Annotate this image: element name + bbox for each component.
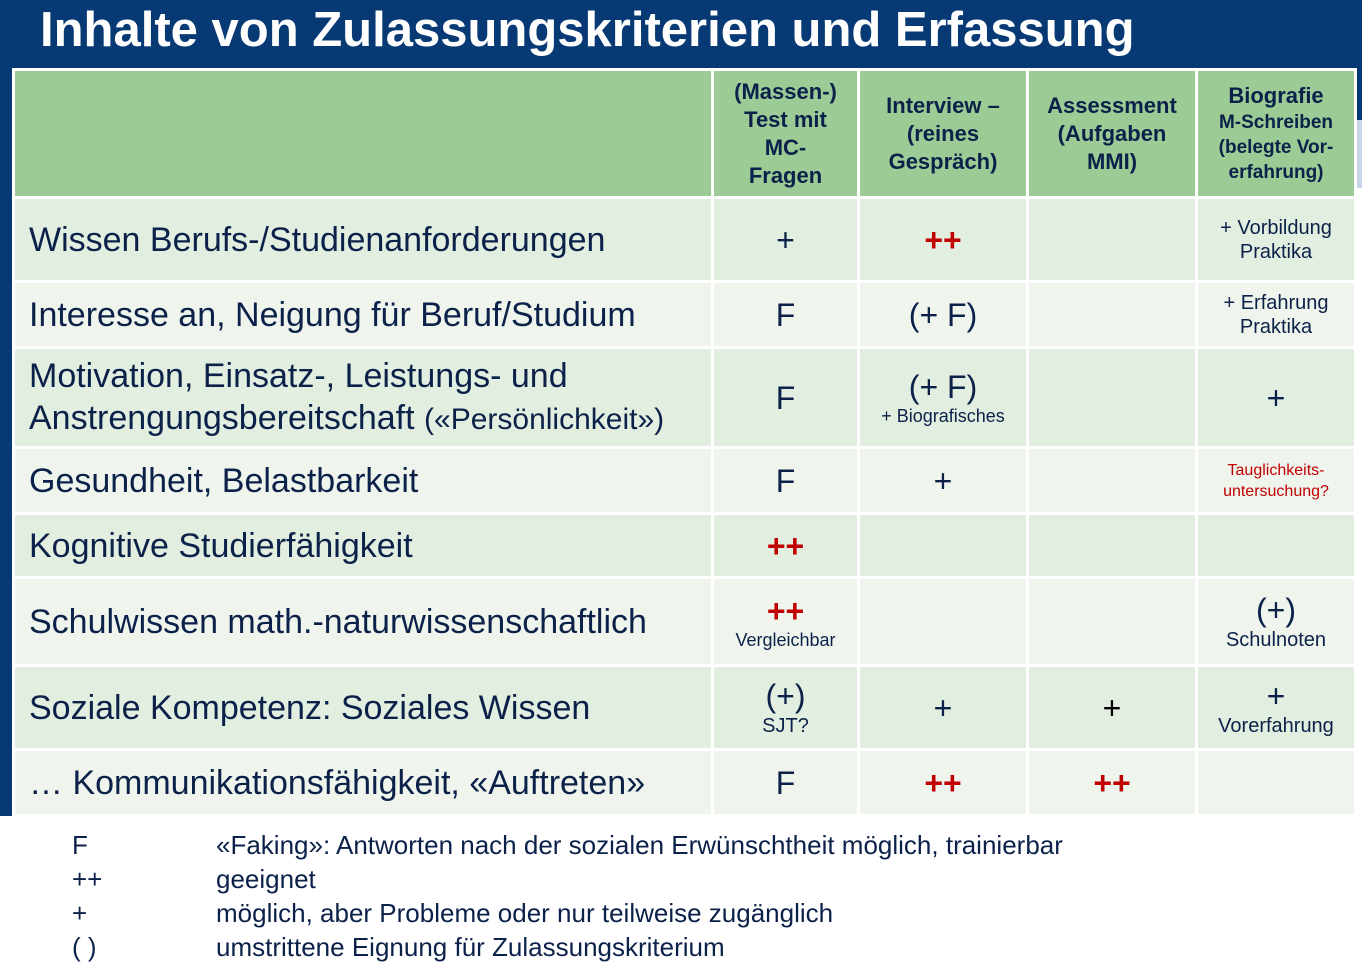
table-row xyxy=(14,282,1356,348)
biografie-cell xyxy=(1197,666,1356,750)
header-biografie xyxy=(1197,70,1356,198)
criterion-cell: Interesse an, Neigung für Beruf/Studium xyxy=(14,282,713,348)
criteria-matrix xyxy=(12,68,1357,817)
assessment-cell xyxy=(1028,666,1197,750)
title-bar xyxy=(0,0,1362,68)
rating-symbol: ++ xyxy=(766,527,805,564)
header-criterion xyxy=(14,70,713,198)
biografie-cell xyxy=(1197,750,1356,816)
header-test-label: (Massen-) Test mit MC- Fragen xyxy=(734,78,837,188)
rating-symbol: ++ xyxy=(766,592,805,629)
legend-item xyxy=(72,898,1272,932)
biografie-cell xyxy=(1197,578,1356,666)
biografie-cell xyxy=(1197,282,1356,348)
legend-item xyxy=(72,932,1272,966)
legend-key: ( ) xyxy=(72,932,97,962)
test-cell xyxy=(713,666,859,750)
rating-symbol: ++ xyxy=(1093,764,1131,801)
rating-symbol: (+) xyxy=(1256,591,1296,628)
assessment-cell xyxy=(1028,348,1197,448)
header-assessment-label: Assessment (Aufgaben MMI) xyxy=(1047,92,1177,174)
assessment-cell xyxy=(1028,514,1197,578)
table-row xyxy=(14,348,1356,448)
biografie-note: Schulnoten xyxy=(1225,628,1327,651)
rating-symbol: F xyxy=(775,764,796,801)
criterion-line-main: Anstrengungsbereitschaft xyxy=(29,398,415,437)
test-cell xyxy=(713,282,859,348)
assessment-cell xyxy=(1028,578,1197,666)
rating-symbol: + xyxy=(1102,689,1122,726)
rating-symbol: F xyxy=(775,462,796,499)
table-row xyxy=(14,448,1356,514)
test-cell xyxy=(713,348,859,448)
interview-cell xyxy=(859,578,1028,666)
criterion-cell: Schulwissen math.-naturwissenschaftlich xyxy=(14,578,713,666)
rating-symbol: + xyxy=(1266,677,1286,714)
biografie-note: untersuchung? xyxy=(1223,482,1329,500)
biografie-note: Praktika xyxy=(1239,315,1313,338)
biografie-note: Tauglichkeits- xyxy=(1227,461,1325,479)
legend xyxy=(72,830,1272,966)
header-biografie-sublabel: M-Schreiben (belegte Vor- erfahrung) xyxy=(1218,112,1334,183)
test-cell xyxy=(713,198,859,282)
legend-item xyxy=(72,864,1272,898)
biografie-note: + Erfahrung xyxy=(1223,291,1329,314)
rating-symbol: + xyxy=(933,689,953,726)
biografie-note: + Vorbildung xyxy=(1220,216,1332,239)
criterion-cell: … Kommunikationsfähigkeit, «Auftreten» xyxy=(14,750,713,816)
assessment-cell xyxy=(1028,448,1197,514)
biografie-cell xyxy=(1197,514,1356,578)
criterion-cell: Soziale Kompetenz: Soziales Wissen xyxy=(14,666,713,750)
assessment-cell xyxy=(1028,750,1197,816)
interview-cell xyxy=(859,282,1028,348)
test-cell xyxy=(713,514,859,578)
rating-symbol: (+ F) xyxy=(908,368,978,405)
rating-symbol: + xyxy=(933,462,953,499)
table-row xyxy=(14,514,1356,578)
legend-item xyxy=(72,830,1272,864)
table-row xyxy=(14,750,1356,816)
header-interview xyxy=(859,70,1028,198)
rating-symbol: + xyxy=(776,221,795,258)
rating-symbol: F xyxy=(775,379,796,416)
biografie-cell xyxy=(1197,448,1356,514)
header-test xyxy=(713,70,859,198)
legend-text: umstrittene Eignung für Zulassungskriterium xyxy=(216,932,725,962)
criterion-cell: Kognitive Studierfähigkeit xyxy=(14,514,713,578)
assessment-cell xyxy=(1028,198,1197,282)
test-note: Vergleichbar xyxy=(735,629,836,650)
interview-cell xyxy=(859,448,1028,514)
rating-symbol: + xyxy=(1266,379,1286,416)
rating-symbol: (+) xyxy=(765,677,806,714)
header-assessment xyxy=(1028,70,1197,198)
test-cell xyxy=(713,750,859,816)
left-accent-strip xyxy=(0,68,12,816)
test-cell xyxy=(713,448,859,514)
rating-symbol: F xyxy=(775,296,796,333)
legend-key: ++ xyxy=(72,864,103,894)
table-header-row xyxy=(14,70,1356,198)
legend-key: F xyxy=(72,830,88,860)
header-interview-label: Interview – (reines Gespräch) xyxy=(886,92,1000,174)
interview-cell xyxy=(859,750,1028,816)
legend-text: «Faking»: Antworten nach der sozialen Erwünschtheit möglich, trainierbar xyxy=(216,830,1063,860)
test-note: SJT? xyxy=(762,714,809,737)
interview-cell xyxy=(859,666,1028,750)
biografie-cell xyxy=(1197,198,1356,282)
interview-cell xyxy=(859,348,1028,448)
criterion-line xyxy=(29,397,711,441)
header-biografie-label: Biografie xyxy=(1228,83,1324,108)
interview-note: + Biografisches xyxy=(881,405,1005,426)
table-row xyxy=(14,198,1356,282)
criterion-cell: Wissen Berufs-/Studienanforderungen xyxy=(14,198,713,282)
interview-cell xyxy=(859,514,1028,578)
test-cell xyxy=(713,578,859,666)
criterion-cell xyxy=(14,348,713,448)
criterion-cell: Gesundheit, Belastbarkeit xyxy=(14,448,713,514)
criterion-line-aside: («Persönlichkeit») xyxy=(424,402,665,436)
legend-text: möglich, aber Probleme oder nur teilweise zugänglich xyxy=(216,898,834,928)
criterion-line: Motivation, Einsatz-, Leistungs- und xyxy=(29,356,568,395)
biografie-note: Vorerfahrung xyxy=(1218,714,1334,737)
biografie-note: Praktika xyxy=(1239,240,1313,263)
biografie-cell xyxy=(1197,348,1356,448)
interview-cell xyxy=(859,198,1028,282)
assessment-cell xyxy=(1028,282,1197,348)
rating-symbol: ++ xyxy=(924,764,962,801)
table-row xyxy=(14,578,1356,666)
legend-key: + xyxy=(72,898,88,928)
table-row xyxy=(14,666,1356,750)
legend-text: geeignet xyxy=(216,864,316,894)
page-title: Inhalte von Zulassungskriterien und Erfassung xyxy=(40,3,1135,57)
rating-symbol: ++ xyxy=(924,221,962,258)
rating-symbol: (+ F) xyxy=(908,296,978,333)
